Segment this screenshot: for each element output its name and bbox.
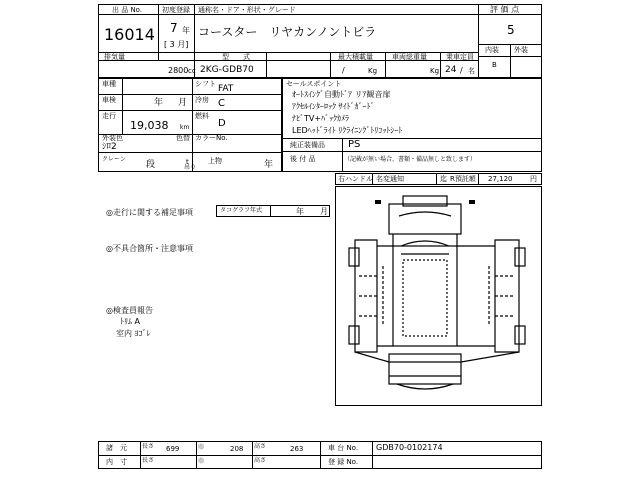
crane-label: クレーン [102, 156, 126, 163]
lot-number: 16014 [104, 25, 155, 44]
rear-outline [389, 354, 461, 384]
overall-grade: 5 [507, 23, 515, 37]
type-label: 型 式 [222, 53, 250, 61]
kg-unit-2: Kg [430, 67, 440, 75]
mileage-label: 走行 [102, 112, 116, 120]
reg-no-label: 登 録 No. [328, 458, 359, 466]
color-label: 外装色 [102, 134, 123, 142]
first-reg-month: [ 3 月] [164, 40, 189, 49]
height-value: 263 [290, 445, 304, 453]
color-value: ｼﾛ2 [102, 142, 117, 152]
displacement-label: 排気量 [104, 53, 125, 61]
year-unit: 年 [182, 26, 190, 35]
fuel-label: 燃料 [195, 112, 209, 120]
crane-dan: 段 [146, 160, 156, 170]
first-reg-year: 7 [170, 21, 178, 35]
displacement-value: 2800 [168, 66, 189, 75]
inner-height-label: 高さ [254, 457, 267, 464]
inspection-year: 年 [154, 98, 164, 108]
grade-label: 評 価 点 [490, 5, 520, 14]
recycle-yen: 円 [530, 175, 537, 183]
aftermarket-note: （記載が無い場合、書類・備品無しと致します） [344, 156, 477, 163]
crane-tsuri: 吊り [184, 164, 197, 171]
inner-length-label: 長さ [142, 457, 155, 464]
chassis-number: GDB70-0102174 [376, 443, 443, 452]
first-reg-label: 初度登録 [162, 6, 190, 14]
km-unit: km [180, 124, 190, 131]
genuine-label: 純正装備品 [290, 141, 325, 149]
upper-year: 年 [264, 160, 274, 170]
recycle-label: R預託額 [450, 175, 476, 183]
capacity-value: 24 [445, 65, 457, 75]
tacho-year: 年 [296, 207, 304, 216]
roof-outline [389, 204, 461, 234]
car-name: コースター リヤカンノントビラ [198, 25, 377, 39]
inspector-line-2: 室内 ﾖｺﾞﾚ [116, 329, 151, 338]
crane-ton: t [186, 158, 189, 166]
inspector-line-1: ﾄﾘﾑ A [120, 317, 141, 326]
tacho-label: タコグラフ年式 [220, 207, 263, 214]
mileage-value: 19,038 [130, 119, 169, 132]
shift-label: シフト [195, 80, 216, 88]
lot-label: 出 品 No. [112, 6, 143, 14]
inner-width-label: 巾 [198, 458, 205, 465]
size-label: 諸 元 [106, 444, 127, 452]
sales-line-2: ｱｸｾﾙｲﾝﾀｰﾛｯｸ ｻｲﾄﾞｶﾞｰﾄﾞ [292, 102, 375, 111]
name-label: 通称名・ドア・形状・グレード [198, 6, 296, 14]
height-label: 高さ [254, 443, 267, 450]
sales-point-label: セールスポイント [286, 80, 342, 88]
inspection-month: 月 [178, 98, 188, 108]
inspector-label: ◎検査員報告 [106, 306, 153, 315]
ac-label: 冷房 [195, 96, 209, 104]
cc-unit: cc [188, 67, 196, 75]
ac-value: C [218, 98, 225, 109]
fuel-value: D [218, 118, 226, 129]
rhd-label: 右ハンドル [338, 175, 373, 183]
inspection-label: 車検 [102, 96, 116, 104]
name-change-label: 名変通知 [376, 175, 404, 183]
interior-grade: B [492, 61, 497, 69]
sales-line-1: ｵｰﾄｽｲﾝｸﾞ自動ﾄﾞｱ リｱ観音扉 [292, 90, 391, 99]
tacho-month: 月 [320, 207, 328, 216]
chassis-label: 車 台 No. [328, 444, 359, 452]
width-value: 208 [230, 445, 244, 453]
aftermarket-label: 後 付 品 [290, 155, 316, 163]
run-notes-label: ◎走行に関する補足事項 [106, 208, 193, 217]
upper-label: 上物 [208, 157, 222, 165]
sales-line-4: LEDﾍｯﾄﾞﾗｲﾄ ﾘｸﾗｲﾆﾝｸﾞﾄﾘｺｯﾄｼｰﾄ [292, 126, 403, 135]
length-label: 長さ [142, 443, 155, 450]
width-label: 巾 [198, 444, 205, 451]
defect-label: ◎不具合箇所・注意事項 [106, 244, 193, 253]
gross-weight-label: 車両総重量 [392, 53, 427, 61]
length-value: 699 [166, 445, 180, 453]
capacity-label: 乗車定員 [446, 53, 474, 61]
inner-size-label: 内 寸 [106, 458, 127, 466]
interior-label: 内装 [485, 46, 499, 54]
color-no-label: カラーNo. [195, 134, 228, 142]
shift-value: FAT [218, 84, 234, 94]
capacity-unit: 名 [468, 67, 475, 75]
genuine-value: PS [348, 139, 361, 150]
recycle-amount: 27,120 [488, 175, 513, 183]
color-change-label: 色替 [176, 134, 190, 142]
max-load-label: 最大積載量 [338, 53, 373, 61]
sales-line-3: ﾅﾋﾞTV+ﾊﾞｯｸｶﾒﾗ [292, 114, 350, 123]
kg-unit-1: Kg [368, 67, 378, 75]
model-code: 2KG-GDB70 [200, 65, 254, 75]
type-row-label: 車種 [102, 80, 116, 88]
exterior-label: 外装 [514, 46, 528, 54]
name-change-until: 迄 [440, 175, 447, 183]
slash-2: / [460, 66, 463, 75]
slash-1: / [342, 66, 345, 75]
vehicle-diagram [335, 186, 542, 406]
